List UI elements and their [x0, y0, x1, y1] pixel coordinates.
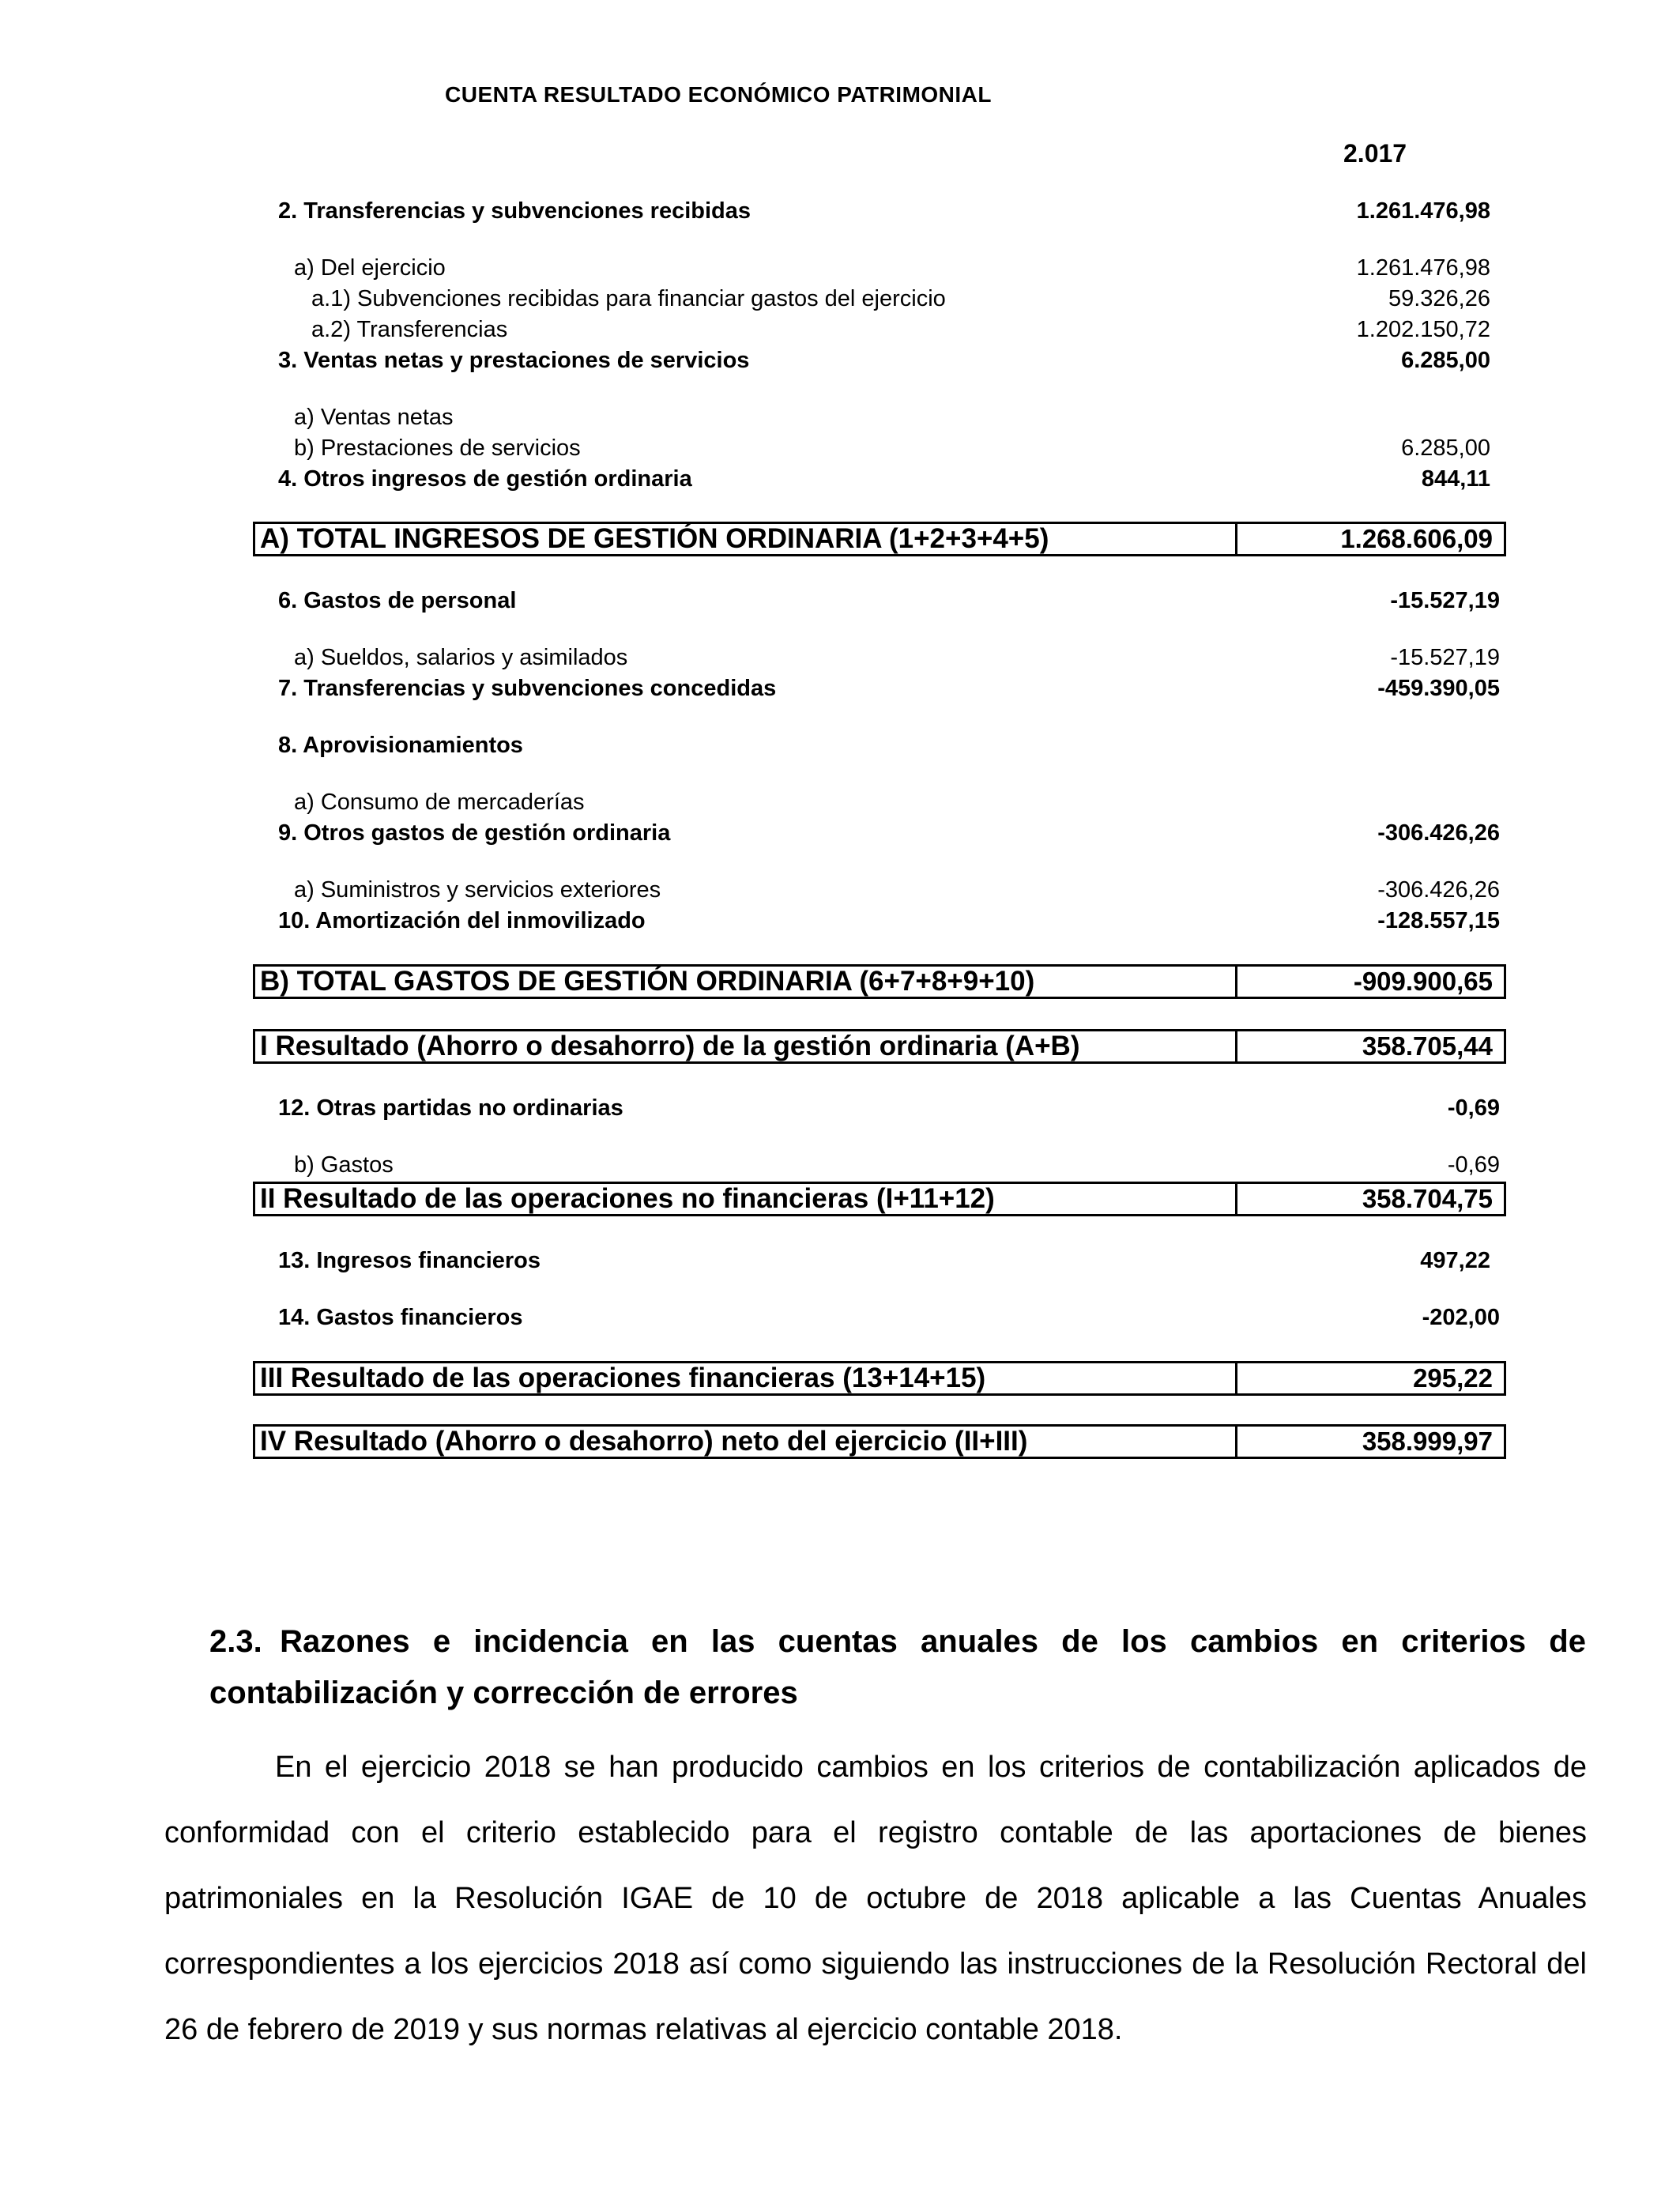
row-value: -0,69: [1447, 1152, 1500, 1178]
total-label: II Resultado de las operaciones no financieras (I+11+12): [260, 1183, 995, 1214]
total-label: B) TOTAL GASTOS DE GESTIÓN ORDINARIA (6+7+8+9+10): [260, 966, 1035, 997]
row-value: -306.426,26: [1377, 877, 1500, 903]
row-label: 12. Otras partidas no ordinarias: [278, 1095, 623, 1121]
resultado-no-financieras-box: [253, 1182, 1506, 1216]
row-value: -128.557,15: [1377, 908, 1500, 933]
statement-title: CUENTA RESULTADO ECONÓMICO PATRIMONIAL: [445, 82, 992, 107]
row-label: 9. Otros gastos de gestión ordinaria: [278, 820, 671, 846]
row-label: a) Del ejercicio: [294, 255, 446, 281]
total-value: 358.999,97: [1362, 1427, 1493, 1456]
total-value: 358.704,75: [1362, 1184, 1493, 1213]
row-label: 10. Amortización del inmovilizado: [278, 908, 646, 933]
total-value: 358.705,44: [1362, 1031, 1493, 1061]
total-value: 295,22: [1413, 1363, 1493, 1393]
row-label: b) Gastos: [294, 1152, 394, 1178]
row-label: a) Sueldos, salarios y asimilados: [294, 645, 628, 670]
total-value: -909.900,65: [1353, 967, 1493, 996]
section-number: 2.3.: [209, 1624, 262, 1659]
total-label: A) TOTAL INGRESOS DE GESTIÓN ORDINARIA (1+2+3+4+5): [260, 523, 1049, 554]
row-label: 2. Transferencias y subvenciones recibidas: [278, 198, 751, 224]
row-label: 13. Ingresos financieros: [278, 1248, 541, 1273]
row-label: a) Suministros y servicios exteriores: [294, 877, 661, 903]
row-label: a) Consumo de mercaderías: [294, 790, 585, 815]
total-value: 1.268.606,09: [1340, 524, 1493, 553]
total-label: I Resultado (Ahorro o desahorro) de la gestión ordinaria (A+B): [260, 1031, 1080, 1061]
total-label: III Resultado de las operaciones financieras (13+14+15): [260, 1363, 986, 1393]
resultado-neto-box: [253, 1424, 1506, 1459]
total-gastos-box: [253, 964, 1506, 999]
row-value: 1.261.476,98: [1356, 198, 1490, 224]
resultado-financieras-box: [253, 1361, 1506, 1396]
row-value: -306.426,26: [1377, 820, 1500, 846]
row-value: -459.390,05: [1377, 676, 1500, 701]
row-label: a.2) Transferencias: [311, 317, 508, 342]
column-divider: [1235, 1363, 1237, 1393]
row-label: a) Ventas netas: [294, 405, 454, 430]
column-divider: [1235, 1184, 1237, 1214]
row-label: 8. Aprovisionamientos: [278, 733, 523, 758]
row-value: -15.527,19: [1390, 645, 1500, 670]
row-label: a.1) Subvenciones recibidas para financiar gastos del ejercicio: [311, 286, 946, 311]
row-label: 7. Transferencias y subvenciones concedidas: [278, 676, 777, 701]
row-label: 14. Gastos financieros: [278, 1305, 523, 1330]
resultado-gestion-box: [253, 1029, 1506, 1064]
row-label: 3. Ventas netas y prestaciones de servicios: [278, 348, 750, 373]
row-value: -202,00: [1422, 1305, 1500, 1330]
column-divider: [1235, 1031, 1237, 1061]
row-value: 1.261.476,98: [1356, 255, 1490, 281]
column-divider: [1235, 1427, 1237, 1457]
section-title: Razones e incidencia en las cuentas anuales de los cambios en criterios de contabilización y corrección de errores: [209, 1624, 1586, 1710]
row-value: -0,69: [1447, 1095, 1500, 1121]
row-value: 6.285,00: [1401, 348, 1490, 373]
row-value: 1.202.150,72: [1356, 317, 1490, 342]
row-label: 6. Gastos de personal: [278, 588, 517, 613]
row-label: 4. Otros ingresos de gestión ordinaria: [278, 466, 692, 492]
year-header: 2.017: [1343, 139, 1407, 168]
section-heading: [209, 1616, 1586, 1719]
body-paragraph: [164, 1735, 1587, 2063]
row-value: 844,11: [1421, 466, 1490, 492]
row-value: 59.326,26: [1388, 286, 1490, 311]
column-divider: [1235, 524, 1237, 554]
column-divider: [1235, 967, 1237, 997]
row-value: 6.285,00: [1401, 435, 1490, 461]
row-value: 497,22: [1420, 1248, 1490, 1273]
paragraph-text: En el ejercicio 2018 se han producido cambios en los criterios de contabilización aplicados de conformidad con el criterio establecido para el registro contable de las aportaciones de bienes patrimoniales en la Resolución IGAE de 10 de octubre de 2018 aplicable a las Cuentas Anuales correspondientes a los ejercicios 2018 así como siguiendo las instrucciones de la Resolución Rectoral del 26 de febrero de 2019 y sus normas relativas al ejercicio contable 2018.: [164, 1751, 1587, 2046]
row-value: -15.527,19: [1390, 588, 1500, 613]
row-label: b) Prestaciones de servicios: [294, 435, 581, 461]
total-ingresos-box: [253, 522, 1506, 556]
total-label: IV Resultado (Ahorro o desahorro) neto del ejercicio (II+III): [260, 1426, 1028, 1457]
